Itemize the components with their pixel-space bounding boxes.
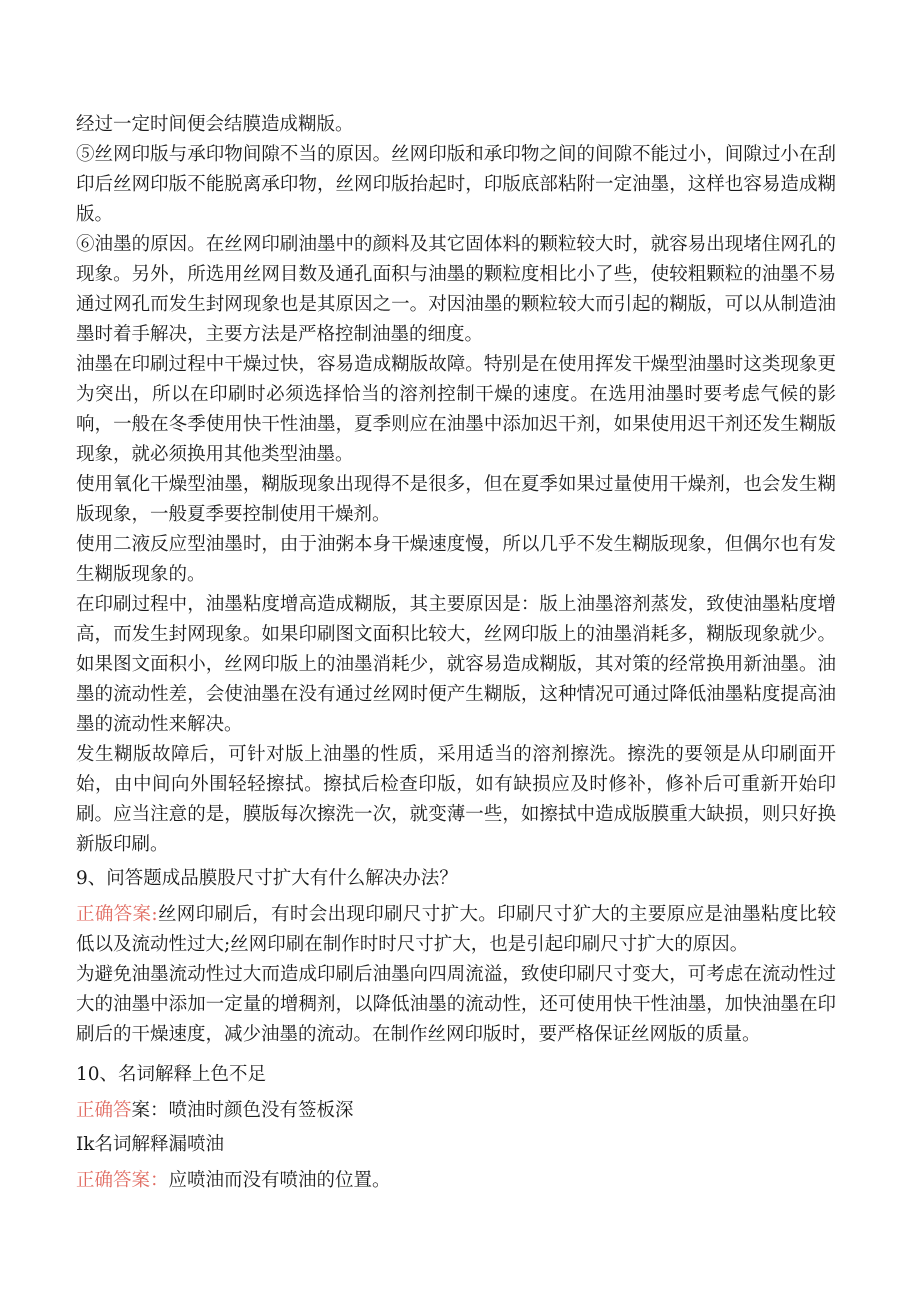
answer-text: 应喷油而没有喷油的位置。 xyxy=(168,1170,391,1191)
paragraph: ⑤丝网印版与承印物间隙不当的原因。丝网印版和承印物之间的间隙不能过小，间隙过小在刮印后丝网印版不能脱离承印物，丝网印版抬起时，印版底部粘附一定油墨，这样也容易造成糊版。 xyxy=(76,144,836,225)
question-9-title: 9、问答题成品膜股尺寸扩大有什么解决办法？ xyxy=(76,868,458,889)
answer-label-tail: 案： xyxy=(131,1100,169,1121)
question-9-followup: 为避免油墨流动性过大而造成印刷后油墨向四周流溢，致使印刷尺寸变大，可考虑在流动性过大的油墨中添加一定量的增稠剂，以降低油墨的流动性，还可使用快干性油墨，加快油墨在印刷后的干燥速度，减少油墨的流动。在制作丝网印版时，要严格保证丝网版的质量。 xyxy=(76,964,836,1045)
paragraph: 发生糊版故障后，可针对版上油墨的性质，采用适当的溶剂擦洗。擦洗的要领是从印刷面开始，由中间向外围轻轻擦拭。擦拭后检查印版，如有缺损应及时修补，修补后可重新开始印刷。应当注意的是，膜版每次擦洗一次，就变薄一些，如擦拭中造成版膜重大缺损，则只好换新版印刷。 xyxy=(76,744,836,855)
question-11-answer xyxy=(76,1166,836,1196)
question-10-answer xyxy=(76,1096,836,1126)
question-10-title: 10、名词解释上色不足 xyxy=(76,1064,267,1085)
answer-label: 正确答案： xyxy=(76,1170,169,1191)
question-11-title: Ik名词解释漏喷油 xyxy=(76,1134,225,1155)
answer-label: 正确答案: xyxy=(76,904,158,925)
paragraph: ⑥油墨的原因。在丝网印刷油墨中的颜料及其它固体料的颗粒较大时，就容易出现堵住网孔的现象。另外，所选用丝网目数及通孔面积与油墨的颗粒度相比小了些，使较粗颗粒的油墨不易通过网孔而发生封网现象也是其原因之一。对因油墨的颗粒较大而引起的糊版，可以从制造油墨时着手解决，主要方法是严格控制油墨的细度。 xyxy=(76,234,836,345)
paragraph: 经过一定时间便会结膜造成糊版。 xyxy=(76,114,354,135)
paragraph: 使用二液反应型油墨时，由于油粥本身干燥速度慢，所以几乎不发生糊版现象，但偶尔也有发生糊版现象的。 xyxy=(76,534,836,585)
paragraph: 在印刷过程中，油墨粘度增高造成糊版，其主要原因是：版上油墨溶剂蒸发，致使油墨粘度增高，而发生封网现象。如果印刷图文面积比较大，丝网印版上的油墨消耗多，糊版现象就少。如果图文面积小，丝网印版上的油墨消耗少，就容易造成糊版，其对策的经常换用新油墨。油墨的流动性差，会使油墨在没有通过丝网时便产生糊版，这种情况可通过降低油墨粘度提高油墨的流动性来解决。 xyxy=(76,594,836,735)
paragraph: 使用氧化干燥型油墨，糊版现象出现得不是很多，但在夏季如果过量使用干燥剂，也会发生糊版现象，一般夏季要控制使用干燥剂。 xyxy=(76,474,836,525)
answer-text: 丝网印刷后，有时会出现印刷尺寸扩大。印刷尺寸犷大的主要原应是油墨粘度比较低以及流动性过大;丝网印刷在制作时时尺寸扩大，也是引起印刷尺寸扩大的原因。 xyxy=(76,904,836,955)
answer-label: 正确答 xyxy=(76,1100,132,1121)
document-page xyxy=(76,110,836,1196)
paragraph: 油墨在印刷过程中干燥过快，容易造成糊版故障。特别是在使用挥发干燥型油墨时这类现象更为突出，所以在印刷时必须选择恰当的溶剂控制干燥的速度。在选用油墨时要考虑气候的影响，一般在冬季使用快干性油墨，夏季则应在油墨中添加迟干剂，如果使用迟干剂还发生糊版现象，就必须换用其他类型油墨。 xyxy=(76,354,836,465)
question-9-answer xyxy=(76,900,836,960)
answer-text: 喷油时颜色没有签板深 xyxy=(168,1100,354,1121)
